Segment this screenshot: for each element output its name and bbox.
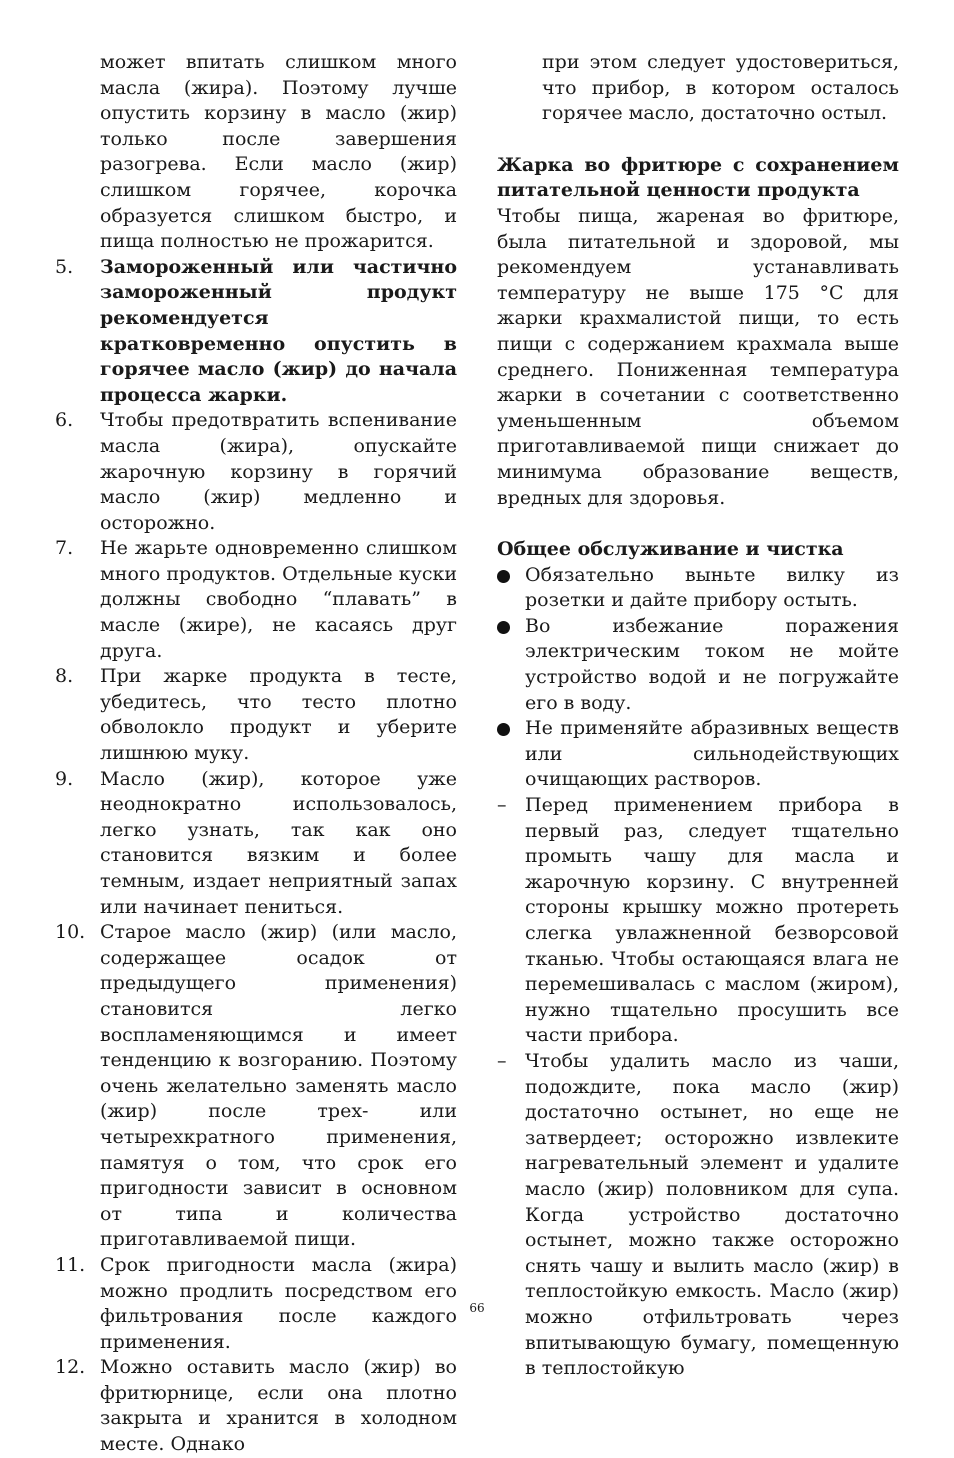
right-column <box>497 50 899 1382</box>
list-item-5 <box>55 255 457 409</box>
section-heading-cleaning: Общее обслуживание и чистка <box>497 538 844 561</box>
item-number: 12. <box>55 1356 86 1379</box>
intro-paragraph: может впитать слишком много масла (жира). Поэтому лучше опустить корзину в масло (жир) только после завершения разогрева. Если масло (жир) слишком горячее, корочка образуется слишком быстро, и пища полностью не прожарится. <box>100 51 457 253</box>
list-item-7 <box>55 536 457 664</box>
dash-item <box>497 793 899 1049</box>
page-number: 66 <box>469 1301 485 1315</box>
dash-text: Чтобы удалить масло из чаши, подождите, пока масло (жир) достаточно остынет, но еще не затвердеет; осторожно извлеките нагревательный элемент и удалите масло (жир) половником для супа. Когда устройство достаточно остынет, можно также осторожно снять чашу и вылить масло (жир) в теплостойкую емкость. Масло (жир) можно отфильтровать через впитывающую бумагу, помещенную в теплостойкую <box>525 1049 899 1380</box>
item-text: Срок пригодности масла (жира) можно продлить посредством его фильтрования после каждого применения. <box>100 1253 457 1353</box>
item-number: 9. <box>55 767 74 790</box>
bullet-text: Не применяйте абразивных веществ или сильнодействующих очищающих растворов. <box>525 717 899 791</box>
item-text: Масло (жир), которое уже неоднократно использовалось, легко узнать, так как оно становится вязким и более темным, издает неприятный запах или начинает пениться. <box>100 767 457 918</box>
bullet-dot-icon <box>497 716 517 740</box>
section-heading-frying: Жарка во фритюре с сохранением питательной ценности продукта <box>497 153 899 202</box>
bullet-item <box>497 563 899 614</box>
bullet-text: Обязательно выньте вилку из розетки и дайте прибору остыть. <box>525 563 899 612</box>
dash-item <box>497 1049 899 1382</box>
continuation-paragraph: при этом следует удостовериться, что прибор, в котором осталось горячее масло, достаточно остыл. <box>542 51 899 125</box>
item-number: 8. <box>55 665 74 688</box>
bullet-item <box>497 716 899 793</box>
bullet-text: Во избежание поражения электрическим током не мойте устройство водой и не погружайте его в воду. <box>525 614 899 714</box>
dash-mark: – <box>497 794 507 817</box>
list-item-9 <box>55 767 457 921</box>
list-item-8 <box>55 664 457 766</box>
frying-paragraph: Чтобы пища, жареная во фритюре, была питательной и здоровой, мы рекомендуем устанавливать температуру не выше 175 °C для жарки крахмалистой пищи, то есть пищи с содержанием крахмала выше среднего. Пониженная температура жарки в сочетании с соответственно уменьшенным объемом приготавливаемой пищи снижает до минимума образование веществ, вредных для здоровья. <box>497 204 899 509</box>
dash-text: Перед применением прибора в первый раз, следует тщательно промыть чашу для масла и жарочную корзину. С внутренней стороны крышку можно протереть слегка увлажненной безворсовой тканью. Чтобы остающаяся влага не перемешивалась с маслом (жиром), нужно тщательно просушить все части прибора. <box>525 794 899 1047</box>
bullet-dot-icon <box>497 614 517 638</box>
item-number: 6. <box>55 409 74 432</box>
item-text: Можно оставить масло (жир) во фритюрнице, если она плотно закрыта и хранится в холодном месте. Однако <box>100 1356 457 1456</box>
item-number: 5. <box>55 255 74 278</box>
item-text: При жарке продукта в тесте, убедитесь, что тесто плотно обволокло продукт и уберите лишнюю муку. <box>100 665 457 765</box>
bullet-item <box>497 614 899 716</box>
item-number: 7. <box>55 537 74 560</box>
item-text: Чтобы предотвратить вспенивание масла (жира), опускайте жарочную корзину в горячий масло (жир) медленно и осторожно. <box>100 409 457 534</box>
item-number: 11. <box>55 1253 86 1276</box>
list-item-12 <box>55 1355 457 1457</box>
list-item-6 <box>55 408 457 536</box>
bullet-dot-icon <box>497 563 517 587</box>
left-column <box>55 50 457 1458</box>
dash-mark: – <box>497 1049 507 1072</box>
item-text: Старое масло (жир) (или масло, содержащее осадок от предыдущего применения) становится легко воспламеняющимся и имеет тенденцию к возгоранию. Поэтому очень желательно заменять масло (жир) после трех- или четырехкратного применения, памятуя о том, что срок его пригодности зависит в основном от типа и количества приготавливаемой пищи. <box>100 921 457 1251</box>
list-item-10 <box>55 920 457 1253</box>
item-text: Замороженный или частично замороженный продукт рекомендуется кратковременно опустить в горячее масло (жир) до начала процесса жарки. <box>100 255 457 406</box>
item-number: 10. <box>55 921 86 944</box>
item-text: Не жарьте одновременно слишком много продуктов. Отдельные куски должны свободно “плавать” в масле (жире), не касаясь друг друга. <box>100 537 457 662</box>
